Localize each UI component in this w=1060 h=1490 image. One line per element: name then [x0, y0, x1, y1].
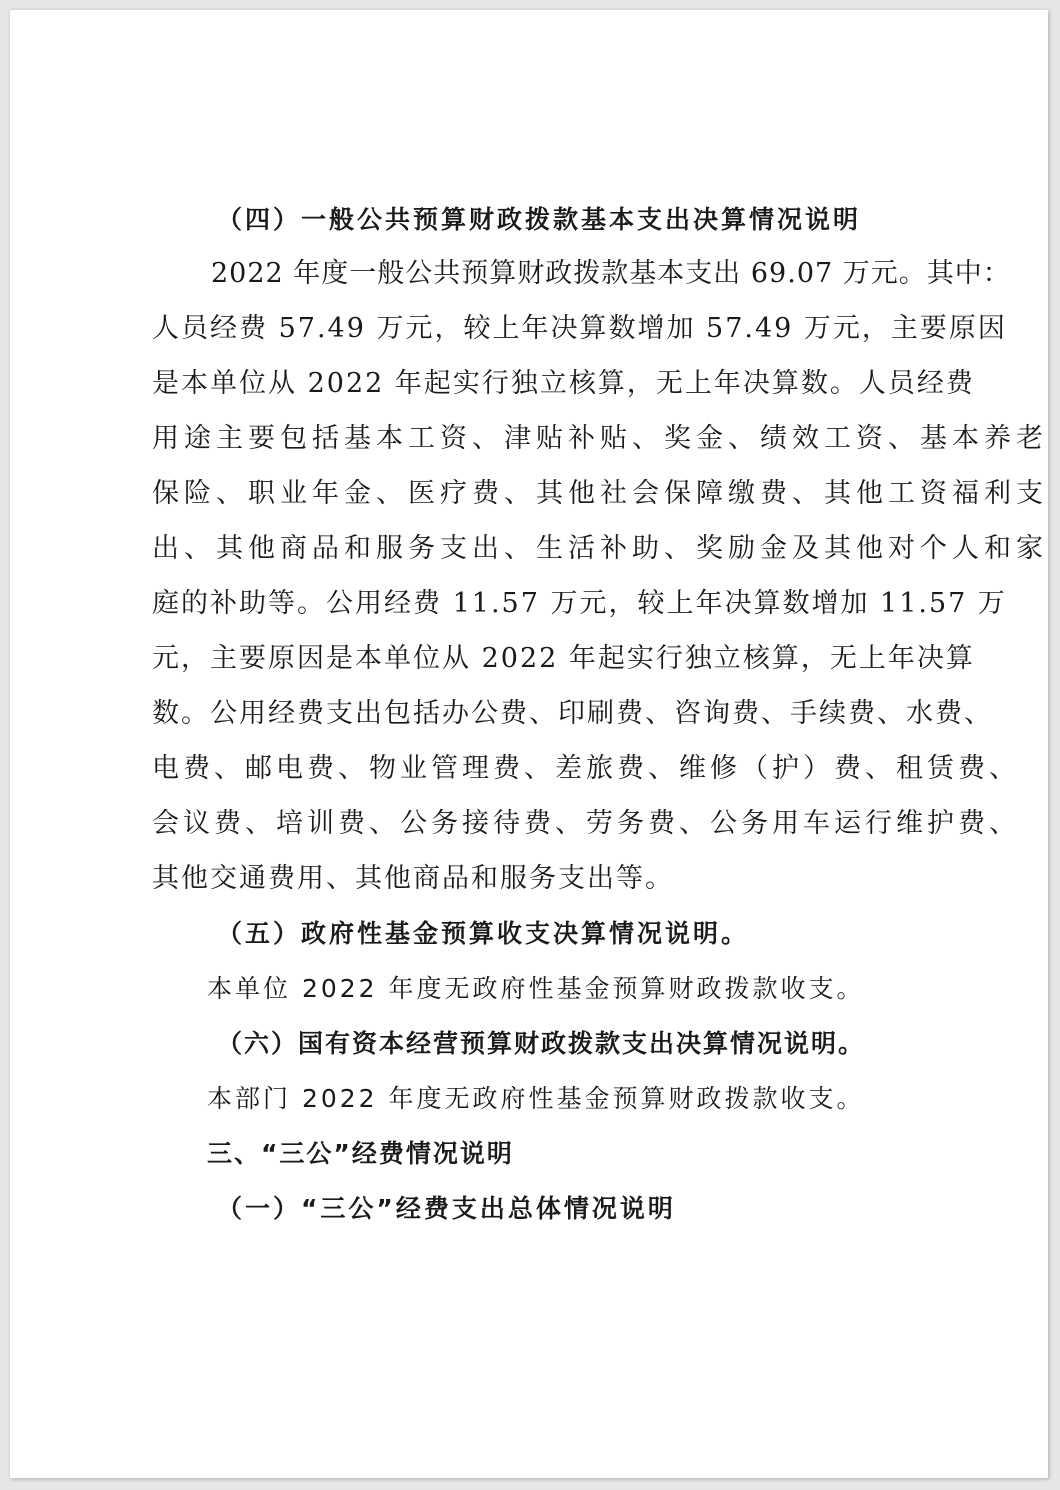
section-heading-6: （六）国有资本经营预算财政拨款支出决算情况说明。	[217, 1029, 866, 1058]
paragraph-line: 元，主要原因是本单位从 2022 年起实行独立核算，无上年决算	[152, 643, 975, 674]
section-heading-3-1: （一）“三公”经费支出总体情况说明	[217, 1194, 676, 1223]
paragraph-line: 是本单位从 2022 年起实行独立核算，无上年决算数。人员经费	[152, 368, 975, 399]
section-heading-4: （四）一般公共预算财政拨款基本支出决算情况说明	[217, 205, 862, 234]
paragraph-line: 庭的补助等。公用经费 11.57 万元，较上年决算数增加 11.57 万	[152, 588, 1007, 619]
paragraph-line: 本单位 2022 年度无政府性基金预算财政拨款收支。	[207, 974, 865, 1003]
paragraph-line: 出、其他商品和服务支出、生活补助、奖励金及其他对个人和家	[152, 533, 1048, 564]
paragraph-line: 数。公用经费支出包括办公费、印刷费、咨询费、手续费、水费、	[152, 698, 993, 729]
paragraph-line: 会议费、培训费、公务接待费、劳务费、公务用车运行维护费、	[152, 808, 1020, 839]
paragraph-line: 人员经费 57.49 万元，较上年决算数增加 57.49 万元，主要原因	[152, 313, 1007, 344]
section-heading-5: （五）政府性基金预算收支决算情况说明。	[217, 919, 750, 948]
paragraph-line: 其他交通费用、其他商品和服务支出等。	[152, 863, 674, 894]
document-page	[10, 10, 1048, 1478]
paragraph-line: 电费、邮电费、物业管理费、差旅费、维修（护）费、租赁费、	[152, 753, 1020, 784]
paragraph-line: 本部门 2022 年度无政府性基金预算财政拨款收支。	[207, 1084, 865, 1113]
paragraph-line: 用途主要包括基本工资、津贴补贴、奖金、绩效工资、基本养老	[152, 423, 1048, 454]
section-heading-3: 三、“三公”经费情况说明	[207, 1139, 514, 1168]
paragraph-line: 2022 年度一般公共预算财政拨款基本支出 69.07 万元。其中：	[211, 258, 1011, 289]
paragraph-line: 保险、职业年金、医疗费、其他社会保障缴费、其他工资福利支	[152, 478, 1048, 509]
